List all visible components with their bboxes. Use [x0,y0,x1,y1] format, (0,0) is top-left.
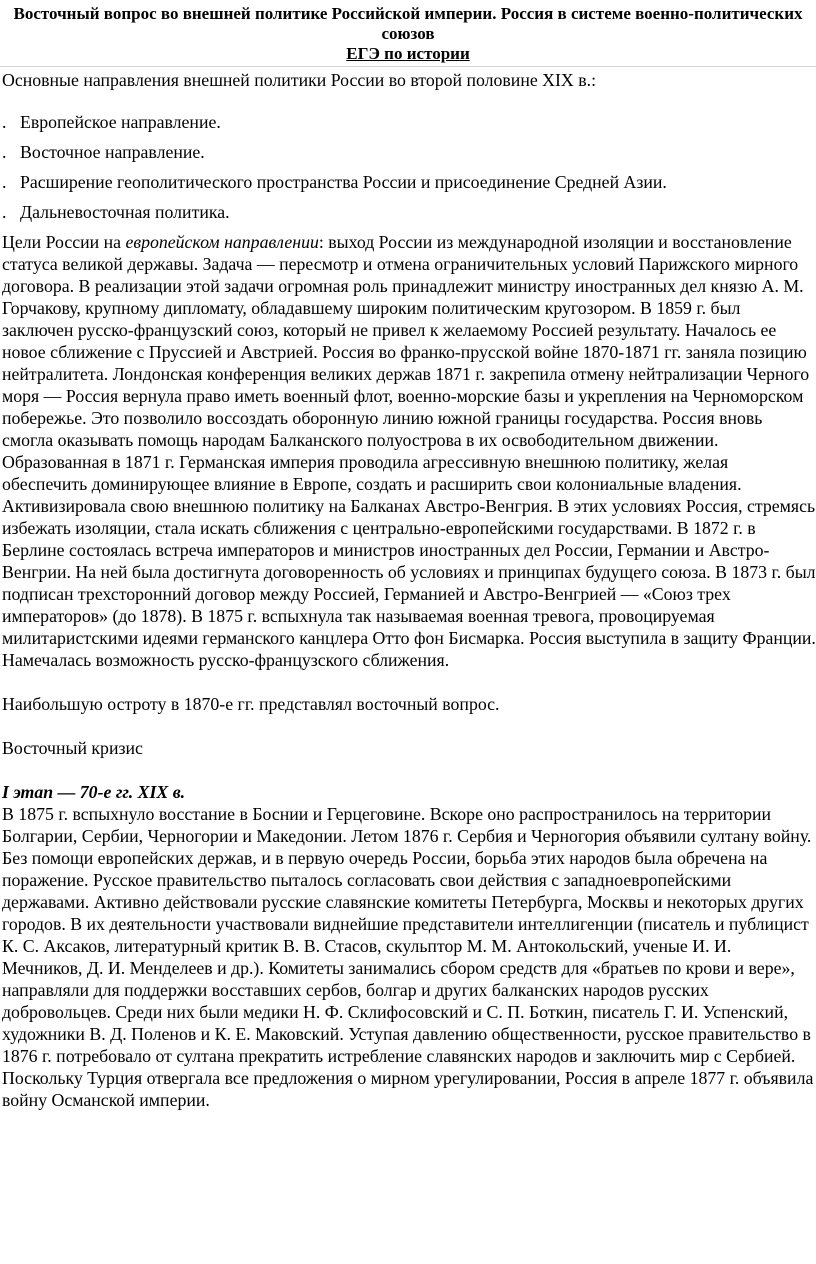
list-item [2,201,816,223]
blank-line [2,759,816,781]
paragraph-lead: Цели России на [2,232,126,252]
list-item [2,141,816,163]
document-title [0,4,816,64]
section-heading: Восточный кризис [2,738,143,758]
document-body [0,69,816,1111]
paragraph-text: : выход России из международной изоляции и восстановление статуса великой державы. Задача — пересмотр и отмена ограничительных условий Парижского мирного договора. В реализации этой задачи огромная роль принадлежит министру иностранных дел князю А. М. Горчакову, крупному дипломату, обладавшему широким политическим кругозором. В 1859 г. был заключен русско-французский союз, который не привел к желаемому Россией результату. Началось ее новое сближение с Пруссией и Австрией. Россия во франко-прусской войне 1870-1871 гг. заняла позицию нейтралитета. Лондонская конференция великих держав 1871 г. закрепила отмену нейтрализации Черного моря — Россия вернула право иметь военный флот, военно-морские базы и укрепления на Черноморском побережье. Это позволило воссоздать оборонную линию южной границы государства. Россия вновь смогла оказывать помощь народам Балканского полуострова в их освободительном движении. [2,232,810,450]
list-item [2,111,816,133]
title-main: Восточный вопрос во внешней политике Российской империи. Россия в системе военно-политических союзов [13,4,803,43]
stage-paragraph: В 1875 г. вспыхнуло восстание в Боснии и Герцеговине. Вскоре оно распространилось на территории Болгарии, Сербии, Черногории и Македонии. Летом 1876 г. Сербия и Черногория объявили султану войну. Без помощи европейских держав, и в первую очередь России, борьба этих народов была обречена на поражение. Русское правительство пыталось согласовать свои действия с западноевропейскими державами. Активно действовали русские славянские комитеты Петербурга, Москвы и некоторых других городов. В их деятельности участвовали виднейшие представители интеллигенции (писатель и публицист К. С. Аксаков, литературный критик В. В. Стасов, скульптор М. М. Антокольский, ученые И. И. Мечников, Д. И. Менделеев и др.). Комитеты занимались сбором средств для «братьев по крови и вере», направляли для поддержки восставших сербов, болгар и других балканских народов русских добровольцев. Среди них были медики Н. Ф. Склифосовский и С. П. Боткин, писатель Г. И. Успенский, художники В. Д. Поленов и К. Е. Маковский. Уступая давлению общественности, русское правительство в 1876 г. потребовало от султана прекратить истребление славянских народов и заключить мир с Сербией. Поскольку Турция отвергала все предложения о мирном урегулировании, Россия в апреле 1877 г. объявила войну Османской империи. [2,804,814,1110]
list-item-text: Восточное направление. [20,142,205,162]
blank-line [2,715,816,737]
directions-list [2,111,816,223]
title-divider [0,66,816,67]
list-marker: . [2,112,7,132]
list-marker: . [2,142,7,162]
title-subject: ЕГЭ по истории [346,44,470,63]
eastern-question-paragraph: Наибольшую остроту в 1870-е гг. представлял восточный вопрос. [2,694,500,714]
list-item-text: Расширение геополитического пространства России и присоединение Средней Азии. [20,172,667,192]
list-marker: . [2,172,7,192]
intro-paragraph: Основные направления внешней политики России во второй половине XIX в.: [2,70,597,90]
german-empire-paragraph: Образованная в 1871 г. Германская империя проводила агрессивную внешнюю политику, желая обеспечить доминирующее влияние в Европе, создать и расширить свои колониальные владения. Активизировала свою внешнюю политику на Балканах Австро-Венгрия. В этих условиях Россия, стремясь избежать изоляции, стала искать сближения с центрально-европейскими государствами. В 1872 г. в Берлине состоялась встреча императоров и министров иностранных дел России, Германии и Австро-Венгрии. На ней была достигнута договоренность об условиях и принципах будущего союза. В 1873 г. был подписан трехсторонний договор между Россией, Германией и Австро-Венгрией — «Союз трех императоров» (до 1878). В 1875 г. вспыхнула так называемая военная тревога, провоцируемая милитаристскими идеями германского канцлера Отто фон Бисмарка. Россия выступила в защиту Франции. Намечалась возможность русско-французского сближения. [2,452,816,670]
list-item [2,171,816,193]
paragraph-emphasis: европейском направлении [125,232,319,252]
list-item-text: Дальневосточная политика. [20,202,230,222]
european-direction-paragraph [2,231,816,451]
stage-heading: I этап — 70-е гг. XIX в. [2,782,186,802]
list-item-text: Европейское направление. [20,112,221,132]
blank-line [2,671,816,693]
list-marker: . [2,202,7,222]
